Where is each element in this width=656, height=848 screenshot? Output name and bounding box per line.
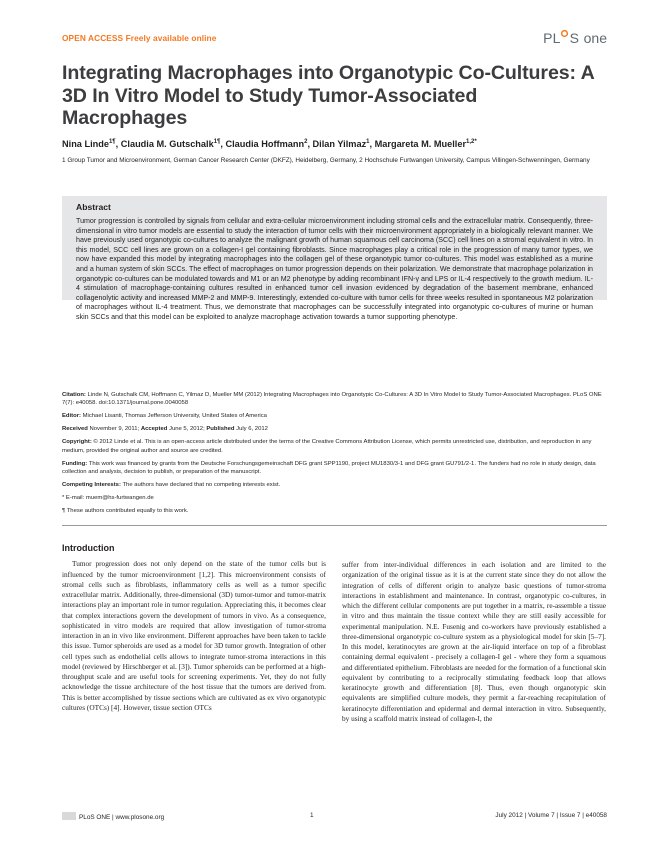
received-label: Received: [62, 426, 88, 433]
editor-text: Michael Lisanti, Thomas Jefferson University, United States of America: [82, 413, 267, 420]
received-date: November 9, 2011;: [89, 426, 140, 433]
citation-label: Citation:: [62, 392, 86, 398]
author-affiliation-marker: 1¶: [213, 139, 221, 145]
citation-row: [62, 391, 607, 408]
copyright-label: Copyright:: [62, 439, 92, 446]
published-date: July 6, 2012: [236, 426, 268, 433]
open-access-text: OPEN ACCESS Freely available online: [62, 33, 217, 43]
email-row: * E-mail: muem@hs-furtwangen.de: [62, 495, 154, 502]
journal-header: [62, 30, 607, 48]
abstract-text: Tumor progression is controlled by signals from cellular and extra-cellular microenvironment including stromal cells and the extracellular matrix. Consequently, three-dimensional in vitro tumor models are essential to study the interaction of tumor cells with their microenvironment appropriately in a biologically relevant manner. We have previously used organotypic co-cultures to analyze the malignant growth of human squamous cell carcinoma (SCC) cell lines on a stromal equivalent in vitro. In this model, SCC cell lines are grown on a collagen-I gel containing fibroblasts. Since macrophages play a critical role in the progression of many tumor types, we now have expanded this model by integrating macrophages into the collagen gel of these organotypic tumor co-cultures. This model was established as a murine and a human system of skin SCCs. The effect of macrophages on tumor progression depends on their polarization. We demonstrate that macrophage polarization in organotypic co-cultures can be modulated towards and M1 or an M2 phenotype by adding recombinant IFN-γ and LPS or IL-4 respectively to the growth medium. IL-4 stimulation of macrophage-containing cultures resulted in enhanced tumor cell invasion evidenced by degradation of the basement membrane, enhanced collagenolytic activity and increased MMP-2 and MMP-9. Interestingly, extended co-culture with tumor cells for three weeks resulted in spontaneous M2 polarization of macrophages without IL-4 treatment. Thus, we demonstrate that macrophages can be successfully integrated into organotypic co-cultures of murine or human skin SCCs and that this model can be exploited to analyze macrophage activation towards a tumor supporting phenotype.: [76, 217, 593, 321]
competing-label: Competing Interests:: [62, 482, 121, 489]
competing-row: [62, 481, 607, 489]
plos-brand-part-1: PL: [543, 30, 561, 46]
journal-thumbnail-icon: [62, 812, 76, 820]
footer-journal: PLoS ONE | www.plosone.org: [62, 812, 164, 821]
funding-row: [62, 460, 607, 477]
footer-journal-name: PLoS ONE: [79, 814, 111, 821]
body-column-right: [342, 560, 606, 724]
introduction-paragraph: Tumor progression does not only depend on the state of the tumor cells but is influenced by the tumor microenvironment [1,2]. This microenvironment consists of stromal cells such as fibroblasts, inflammatory cells as well as a tumor specific extracellular matrix. Additionally, three-dimensional (3D) tumor-tumor and tumor-matrix interactions play an important role in tumor regulation. Appreciating this, it becomes clear that complex interactions govern the development of tumors in vivo. As a consequence, sophisticated in vitro models are required that allow investigation of tumor-stroma interaction in an in vivo like environment. Different approaches have been taken to tackle this issue. Tumor spheroids are used as a model for 3D tumor growth. Integration of other cell types such as endothelial cells allows to integrate tumor-stroma interactions in this model (reviewed by Hirschberger et al. [3]). Tumor spheroids can be performed at a high-throughput scale and are useful tools for screening experiments. Yet, they do not fully acknowledge the tissue architecture of the host tissue that the tumors are derived from. This is better accomplished by tissue sections which are cultivated as ex vivo organotypic cultures (OTCs) [4]. However, tissue section OTCs: [62, 559, 326, 712]
open-access-banner: [62, 33, 216, 43]
plos-brand-part-2: S: [569, 30, 580, 46]
funding-text: This work was financed by grants from the Deutsche Forschungsgemeinschaft DFG grant SPP1190, project MU1830/3-1 and DFG grant GU791/2-1. The funders had no role in study design, data collection and analysis, decision to publish, or preparation of the manuscript.: [62, 460, 596, 476]
editor-label: Editor:: [62, 413, 81, 420]
author-affiliation-marker: 2: [304, 139, 308, 145]
author-affiliation-marker: 1¶: [108, 139, 116, 145]
competing-text: The authors have declared that no competing interests exist.: [122, 482, 281, 489]
author-name: Dilan Yilmaz: [312, 139, 367, 150]
dates-row: [62, 425, 607, 433]
author-affiliation-marker: 1,2*: [466, 139, 477, 145]
copyright-text: © 2012 Linde et al. This is an open-access article distributed under the terms of the Creative Commons Attribution License, which permits unrestricted use, distribution, and reproduction in any medium, provided the original author and source are credited.: [62, 439, 592, 454]
citation-text: Linde N, Gutschalk CM, Hoffmann C, Yilmaz D, Mueller MM (2012) Integrating Macrophages into Organotypic Co-Cultures: A 3D In Vitro Model to Study Tumor-Associated Macrophages. PLoS ONE 7(7): e40058. doi:10.1371/journal.pone.0040058: [62, 392, 602, 407]
footer-issue: July 2012 | Volume 7 | Issue 7 | e40058: [495, 812, 607, 819]
abstract-heading: Abstract: [76, 202, 111, 212]
page-number: 1: [310, 812, 314, 819]
author-name: Margareta M. Mueller: [374, 139, 467, 150]
plos-sun-icon: [560, 29, 569, 38]
affiliations: 1 Group Tumor and Microenvironment, German Cancer Research Center (DKFZ), Heidelberg, Germany, 2 Hochschule Furtwangen University, Campus Villingen-Schwenningen, Germany: [62, 157, 590, 164]
author-name: Nina Linde: [62, 139, 109, 150]
accepted-label: Accepted: [140, 426, 168, 433]
author-name: Claudia Hoffmann: [225, 139, 305, 150]
abstract-box: [62, 196, 607, 321]
section-divider: [62, 525, 607, 526]
author-name: Claudia M. Gutschalk: [120, 139, 214, 150]
editor-row: [62, 412, 607, 420]
body-column-left: [62, 543, 326, 713]
equal-contribution-row: ¶ These authors contributed equally to this work.: [62, 508, 189, 515]
published-label: Published: [206, 426, 235, 433]
copyright-row: [62, 438, 607, 455]
article-title: Integrating Macrophages into Organotypic Co-Cultures: A 3D In Vitro Model to Study Tumor-Associated Macrophages: [62, 62, 594, 129]
article-metadata: [62, 391, 607, 520]
introduction-heading: Introduction: [62, 543, 115, 553]
footer-url[interactable]: www.plosone.org: [115, 814, 165, 821]
funding-label: Funding:: [62, 460, 88, 467]
author-list: Nina Linde$^{1\P}$, Claudia M. Gutschalk$^{1\P}$, Claudia Hoffmann$^2$, Dilan Yilmaz$^1$, Margareta M. Mueller$^{1,2*}$: [62, 139, 477, 150]
plos-one-logo: [543, 29, 607, 48]
introduction-paragraph-continued: suffer from inter-individual differences in each isolation and are limited to the organization of the original tissue as it is at the current state since they do not allow the integration of cells of different origin to analyze basic questions of tumor-stroma interactions in establishment and maintenance. In contrast, organotypic co-cultures, in which the different cellular components are put together in a matrix, re-assemble a tissue in vitro and thus maintain the tissue context while they are still easily accessible for experimental manipulation. N.E. Fusenig and co-workers have previously established a three-dimensional organotypic co-culture system as a physiological model for skin [5–7]. In this model, keratinocytes are grown at the air-liquid interface on top of a fibroblast containing dermal equivalent - precisely a collagen-I gel - where they form a squamous and differentiated epithelium. Fibroblasts are needed for the formation of a functional skin equivalent by contributing to a reciprocally stimulating feedback loop that allows keratinocyte growth and differentiation [8]. Thus, even though organotypic skin equivalents are simplified culture models, they permit a far-reaching recapitulation of keratinocyte differentiation and epidermal and dermal interaction in vitro. Subsequently, by using a scaffold matrix instead of collagen-I, the: [342, 560, 606, 723]
author-affiliation-marker: 1: [366, 139, 370, 145]
plos-brand-part-3: one: [583, 30, 607, 46]
accepted-date: June 5, 2012;: [169, 426, 205, 433]
